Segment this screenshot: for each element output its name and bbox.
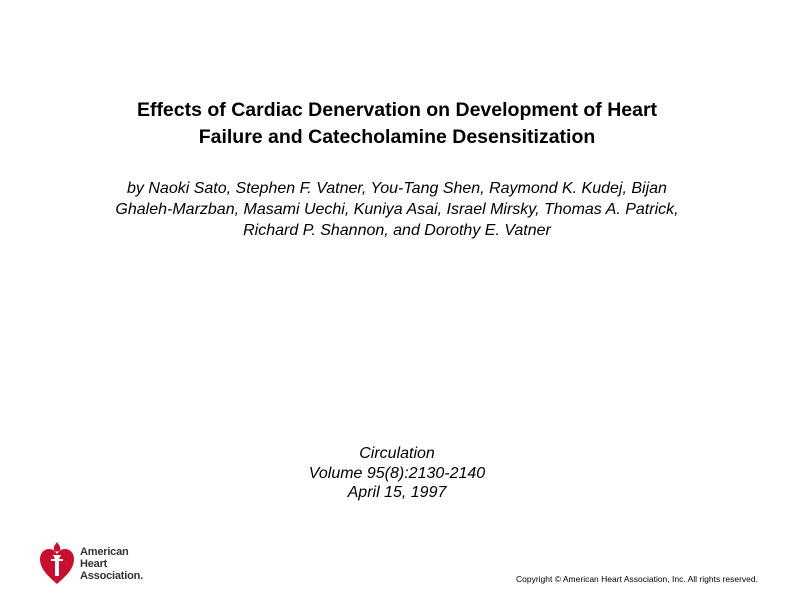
author-line-3: Richard P. Shannon, and Dorothy E. Vatner <box>243 222 551 239</box>
citation-volume: Volume 95(8):2130-2140 <box>308 464 486 482</box>
copyright-notice: Copyright © American Heart Association, Inc. All rights reserved. <box>515 574 758 584</box>
author-line-2: Ghaleh-Marzban, Masami Uechi, Kuniya Asai, Israel Mirsky, Thomas A. Patrick, <box>115 201 679 218</box>
citation-date: April 15, 1997 <box>347 484 447 501</box>
citation-journal: Circulation <box>359 445 435 462</box>
title-line-1: Effects of Cardiac Denervation on Development of Heart <box>136 99 658 121</box>
logo-line-3: Association. <box>80 570 144 582</box>
author-list <box>40 178 754 241</box>
author-line-1: by Naoki Sato, Stephen F. Vatner, You-Tang Shen, Raymond K. Kudej, Bijan <box>127 180 667 197</box>
aha-logo <box>38 540 158 586</box>
logo-wordmark <box>80 546 143 582</box>
slide-title <box>40 97 754 151</box>
logo-line-2: Heart <box>80 558 108 570</box>
title-line-2: Failure and Catecholamine Desensitization <box>198 126 596 148</box>
citation <box>197 444 597 503</box>
heart-torch-icon <box>38 540 76 586</box>
logo-line-1: American <box>80 546 129 558</box>
